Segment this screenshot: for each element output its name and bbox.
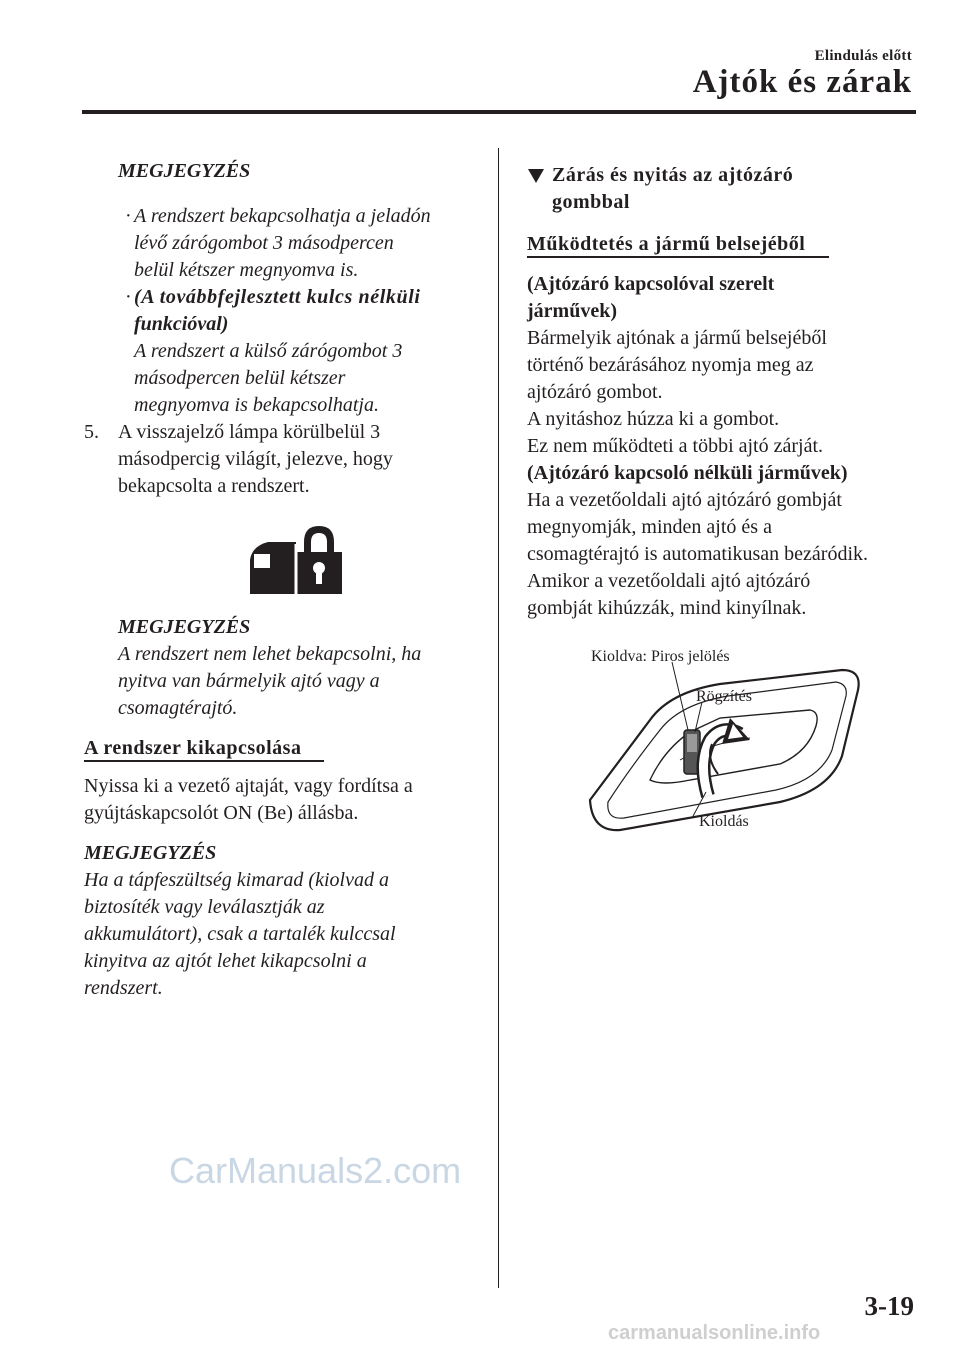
body-line: gombját kihúzzák, mind kinyílnak. <box>527 597 807 619</box>
note-line: biztosíték vagy leválasztják az <box>84 896 325 918</box>
note-line: kinyitva az ajtót lehet kikapcsolni a <box>84 950 367 972</box>
note-line: lévő zárógombot 3 másodpercen <box>134 232 394 254</box>
note-heading: MEGJEGYZÉS <box>118 616 251 638</box>
bullet-dot: · <box>125 205 132 227</box>
step-number: 5. <box>84 421 99 443</box>
step-line: másodpercig világít, jelezve, hogy <box>118 448 393 470</box>
subsection-heading: Működtetés a jármű belsejéből <box>527 233 806 255</box>
subsection-underline <box>84 760 324 762</box>
note-line: nyitva van bármelyik ajtó vagy a <box>118 670 380 692</box>
section-heading: gombbal <box>552 191 630 213</box>
section-triangle-icon <box>527 168 545 184</box>
note-heading: MEGJEGYZÉS <box>118 160 251 182</box>
header-rule <box>82 110 916 114</box>
body-line: Ez nem működteti a többi ajtó zárját. <box>527 435 824 457</box>
section-label: Elindulás előtt <box>814 48 912 64</box>
note-line: A rendszert nem lehet bekapcsolni, ha <box>118 643 422 665</box>
body-line: csomagtérajtó is automatikusan bezáródik. <box>527 543 869 565</box>
body-line: történő bezárásához nyomja meg az <box>527 354 814 376</box>
footer-watermark: carmanualsonline.info <box>608 1322 821 1344</box>
note-line: csomagtérajtó. <box>118 697 238 719</box>
note-line: A rendszert bekapcsolhatja a jeladón <box>134 205 431 227</box>
note-line: Ha a tápfeszültség kimarad (kiolvad a <box>84 869 389 891</box>
step-line: bekapcsolta a rendszert. <box>118 475 310 497</box>
subsection-underline <box>527 256 829 258</box>
security-indicator-icon <box>248 524 344 596</box>
watermark-text: CarManuals2.com <box>169 1150 462 1191</box>
note-subtitle: funkcióval) <box>134 313 229 335</box>
paragraph-line: gyújtáskapcsolót ON (Be) állásba. <box>84 802 359 824</box>
body-line: ajtózáró gombot. <box>527 381 663 403</box>
paragraph-line: Nyissa ki a vezető ajtaját, vagy fordítsa a <box>84 775 413 797</box>
note-subtitle: (A továbbfejlesztett kulcs nélküli <box>134 286 421 308</box>
section-heading: Zárás és nyitás az ajtózáró <box>552 164 794 186</box>
body-line: A nyitáshoz húzza ki a gombot. <box>527 408 780 430</box>
note-line: akkumulátort), csak a tartalék kulccsal <box>84 923 396 945</box>
page-title: Ajtók és zárak <box>692 64 912 100</box>
note-line: belül kétszer megnyomva is. <box>134 259 359 281</box>
door-lock-knob-illustration <box>580 640 880 840</box>
figure-label-lock: Rögzítés <box>696 688 752 705</box>
page-number: 3-19 <box>864 1291 914 1321</box>
body-line: megnyomják, minden ajtó és a <box>527 516 772 538</box>
note-line: másodpercen belül kétszer <box>134 367 346 389</box>
figure-label-unlock: Kioldás <box>699 813 749 830</box>
figure-label-unlocked: Kioldva: Piros jelölés <box>591 648 730 665</box>
note-line: rendszert. <box>84 977 163 999</box>
note-line: A rendszert a külső zárógombot 3 <box>134 340 403 362</box>
subsection-heading: A rendszer kikapcsolása <box>84 737 302 759</box>
column-divider <box>498 148 499 1288</box>
body-line: Ha a vezetőoldali ajtó ajtózáró gombját <box>527 489 842 511</box>
group-title: járművek) <box>527 300 617 322</box>
group-title: (Ajtózáró kapcsolóval szerelt <box>527 273 775 295</box>
note-line: megnyomva is bekapcsolhatja. <box>134 394 379 416</box>
bullet-dot: · <box>125 286 132 308</box>
body-line: Bármelyik ajtónak a jármű belsejéből <box>527 327 827 349</box>
note-heading: MEGJEGYZÉS <box>84 842 217 864</box>
group-title: (Ajtózáró kapcsoló nélküli járművek) <box>527 462 848 484</box>
body-line: Amikor a vezetőoldali ajtó ajtózáró <box>527 570 811 592</box>
step-line: A visszajelző lámpa körülbelül 3 <box>118 421 381 443</box>
